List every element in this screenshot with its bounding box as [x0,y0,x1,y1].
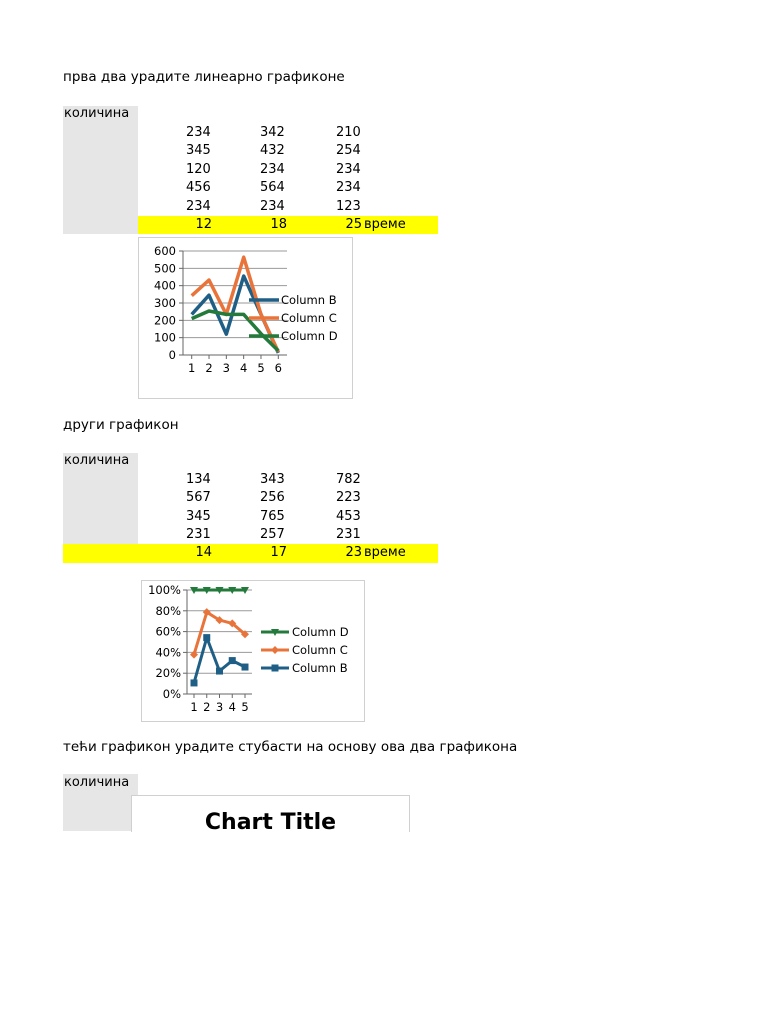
table-cell: 345 [186,143,211,158]
table-cell: 765 [260,509,285,524]
table-cell: 234 [186,125,211,140]
table-cell: 345 [186,509,211,524]
line-chart-2-svg [142,581,364,721]
table-cell: 782 [336,472,361,487]
x-tick-label: 3 [222,361,231,375]
legend-label: Column D [292,625,349,639]
legend-label: Column B [292,661,348,675]
x-tick-label: 2 [203,700,211,714]
time-value: 12 [195,217,212,232]
y-tick-label: 0 [168,348,176,362]
time-value: 17 [270,545,287,560]
bar-chart-placeholder [131,795,410,832]
table-cell: 567 [186,490,211,505]
legend-marker [272,665,279,672]
table-cell: 342 [260,125,285,140]
table-cell: 564 [260,180,285,195]
quantity-label: количина [64,106,130,121]
table-cell: 234 [336,162,361,177]
line-chart-1 [138,237,353,399]
data-point-square [242,664,249,671]
legend-label: Column C [292,643,348,657]
legend-marker [271,646,279,654]
table-cell: 234 [336,180,361,195]
y-tick-label: 60% [155,624,181,639]
y-tick-label: 300 [154,296,176,310]
data-point-square [191,679,198,686]
x-tick-label: 5 [241,700,249,714]
y-tick-label: 0% [162,687,181,701]
y-tick-label: 500 [154,261,176,276]
x-tick-label: 3 [215,700,224,714]
x-tick-label: 5 [257,361,265,375]
table-cell: 234 [260,199,285,214]
table-cell: 453 [336,509,361,524]
y-tick-label: 200 [154,313,176,328]
y-tick-label: 20% [155,666,181,681]
table-cell: 120 [186,162,211,177]
y-tick-label: 400 [154,278,176,293]
legend-label: Column C [281,311,337,325]
y-tick-label: 600 [154,244,176,258]
section2-heading: други графикон [63,417,179,433]
data-point-square [216,668,223,675]
y-tick-label: 100% [148,583,181,597]
table-cell: 123 [336,199,361,214]
table-cell: 223 [336,490,361,505]
data-point-square [203,634,210,641]
section3-heading: тећи графикон урадите стубасти на основу ова два графикона [63,739,518,755]
table-cell: 256 [260,490,285,505]
x-tick-label: 4 [239,361,248,375]
time-label: време [364,217,406,232]
chart-title: Chart Title [204,810,337,832]
table-cell: 231 [186,527,211,542]
table-cell: 234 [186,199,211,214]
quantity-label: количина [64,775,130,790]
y-tick-label: 80% [155,603,181,618]
series-line [194,638,245,683]
table-cell: 254 [336,143,361,158]
label-cell-block [63,106,138,234]
x-tick-label: 1 [188,361,196,375]
table-cell: 231 [336,527,361,542]
x-tick-label: 2 [205,361,213,375]
x-tick-label: 4 [228,700,236,714]
legend-label: Column B [281,293,337,307]
time-value: 23 [345,545,362,560]
x-tick-label: 1 [190,700,198,714]
table-cell: 210 [336,125,361,140]
table-cell: 456 [186,180,211,195]
line-chart-1-svg [139,238,352,398]
section1-heading: прва два урадите линеарно графиконе [63,69,345,85]
table-cell: 257 [260,527,285,542]
y-tick-label: 100 [154,330,176,345]
data-point-square [229,657,236,664]
table-cell: 134 [186,472,211,487]
legend-label: Column D [281,329,338,343]
time-value: 25 [345,217,362,232]
time-label: време [364,545,406,560]
table-cell: 432 [260,143,285,158]
x-tick-label: 6 [274,361,282,375]
y-tick-label: 40% [155,645,181,660]
table-cell: 234 [260,162,285,177]
table-cell: 343 [260,472,285,487]
quantity-label: количина [64,453,130,468]
data-point-diamond [190,651,198,659]
time-value: 18 [270,217,287,232]
time-value: 14 [195,545,212,560]
line-chart-2 [141,580,365,722]
